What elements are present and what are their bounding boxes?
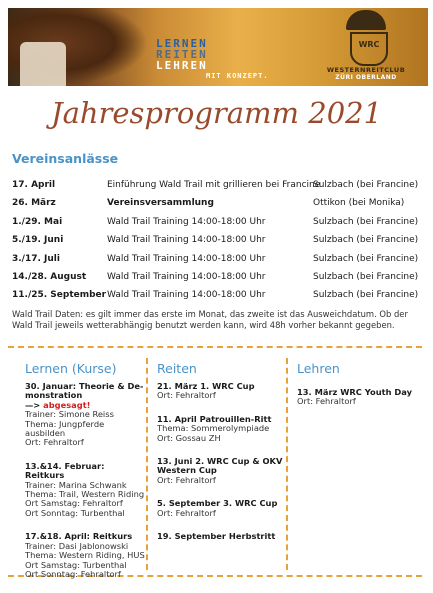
column-divider	[286, 358, 288, 570]
event-title: Wald Trail Training 14:00-18:00 Uhr	[107, 271, 266, 282]
event-date: 3./17. Juli	[12, 253, 60, 264]
rider-leg-photo	[20, 42, 66, 86]
event-title: Einführung Wald Trail mit grillieren bei Francine	[107, 180, 321, 190]
event-place: Sulzbach (bei Francine)	[313, 180, 419, 190]
event-row	[12, 217, 422, 235]
event-date: 26. März	[12, 198, 56, 209]
event-place: Ottikon (bei Monika)	[313, 198, 405, 209]
column-heading-reiten: Reiten	[157, 361, 197, 376]
course-detail: Ort Sonntag: Turbenthal	[25, 507, 125, 518]
event-title: Wald Trail Training 14:00-18:00 Uhr	[107, 235, 266, 246]
slogan-line-1: LERNEN	[156, 37, 208, 50]
event-date: 14./28. August	[12, 271, 87, 282]
ride-detail: Ort: Fehraltorf	[157, 474, 216, 485]
event-row	[12, 198, 422, 216]
logo-region: ZÜRI OBERLAND	[335, 74, 397, 81]
course-detail: Thema: Trail, Western Riding	[25, 489, 145, 500]
event-row	[12, 235, 422, 253]
wald-trail-note: Wald Trail Daten: es gilt immer das erste im Monat, das zweite ist das Ausweichdatum. Ob der Wald Trail jeweils wetterabhängig benutzt werden kann, wird 48h vorher bekannt gegeben.	[12, 309, 408, 330]
slogan-line-2: REITEN	[156, 48, 208, 61]
ride-title: 19. September Herbstritt	[157, 531, 276, 542]
course-title: 30. Januar: Theorie & De-	[25, 381, 144, 391]
event-place: Sulzbach (bei Francine)	[313, 235, 419, 246]
course-detail: Thema: Western Riding, HUS	[25, 550, 145, 561]
ride-title: 13. Juni 2. WRC Cup & OKV	[157, 456, 283, 467]
teach-detail: Ort: Fehraltorf	[297, 396, 356, 407]
rider-silhouette-icon	[346, 10, 386, 30]
column-heading-lehren: Lehren	[297, 361, 340, 376]
event-place: Sulzbach (bei Francine)	[313, 290, 419, 301]
ride-detail: Ort: Gossau ZH	[157, 432, 221, 443]
event-place: Sulzbach (bei Francine)	[313, 216, 419, 227]
event-row	[12, 272, 422, 290]
teach-title: 13. März WRC Youth Day	[297, 387, 413, 397]
ride-title: 5. September 3. WRC Cup	[157, 498, 278, 509]
cancelled-label: abgesagt!	[43, 399, 91, 410]
arrow-icon: —>	[25, 399, 44, 410]
event-place: Sulzbach (bei Francine)	[313, 253, 419, 264]
column-divider	[146, 358, 148, 570]
ride-detail: Thema: Sommerolympiade	[157, 423, 270, 434]
course-detail: Thema: Jungpferde ausbilden	[25, 418, 105, 439]
course-detail: Trainer: Dasi Jablonowski	[25, 540, 129, 551]
event-title: Wald Trail Training 14:00-18:00 Uhr	[107, 290, 266, 301]
ride-title: 11. April Patrouillen-Ritt	[157, 413, 272, 424]
course-detail: Ort Samstag: Turbenthal	[25, 559, 127, 570]
event-date: 5./19. Juni	[12, 235, 64, 246]
course-title: 13.&14. Februar: Reitkurs	[25, 460, 105, 481]
event-place: Sulzbach (bei Francine)	[313, 271, 419, 282]
ride-title: Western Cup	[157, 465, 217, 476]
event-title: Wald Trail Training 14:00-18:00 Uhr	[107, 216, 266, 227]
logo-club-name: WESTERNREITCLUB	[326, 66, 406, 74]
slogan-line-4: MIT KONZEPT.	[206, 72, 269, 80]
column-lehren	[297, 388, 421, 407]
column-lernen	[25, 382, 145, 579]
course-title: monstration	[25, 390, 83, 401]
event-title: Wald Trail Training 14:00-18:00 Uhr	[107, 253, 266, 264]
course-detail: Ort Samstag: Fehraltorf	[25, 498, 123, 509]
event-date: 17. April	[12, 180, 56, 190]
ride-detail: Ort: Fehraltorf	[157, 390, 216, 401]
section-heading-vereinsanlaesse: Vereinsanlässe	[12, 151, 119, 166]
course-detail: Ort Sonntag: Fehraltorf	[25, 568, 121, 579]
event-row	[12, 290, 422, 308]
header-banner	[8, 8, 428, 86]
page-title: Jahresprogramm 2021	[50, 96, 383, 130]
event-list	[12, 180, 422, 309]
event-row	[12, 254, 422, 272]
course-detail: Ort: Fehraltorf	[25, 437, 84, 448]
course-detail: Trainer: Simone Reiss	[25, 409, 114, 420]
course-title: 17.&18. April: Reitkurs	[25, 531, 133, 542]
event-date: 1./29. Mai	[12, 216, 63, 227]
shield-icon	[350, 32, 388, 66]
event-row	[12, 180, 422, 198]
logo-mark: WRC	[358, 40, 380, 49]
divider-top	[8, 346, 422, 348]
course-detail: Trainer: Marina Schwank	[25, 479, 127, 490]
club-logo	[312, 10, 420, 84]
ride-title: 21. März 1. WRC Cup	[157, 381, 255, 391]
event-date: 11./25. September	[12, 290, 107, 301]
column-reiten	[157, 382, 285, 541]
slogan	[156, 38, 269, 82]
event-title: Vereinsversammlung	[107, 198, 214, 209]
column-heading-lernen: Lernen (Kurse)	[25, 361, 117, 376]
ride-detail: Ort: Fehraltorf	[157, 507, 216, 518]
slogan-line-3: LEHREN	[156, 59, 208, 72]
